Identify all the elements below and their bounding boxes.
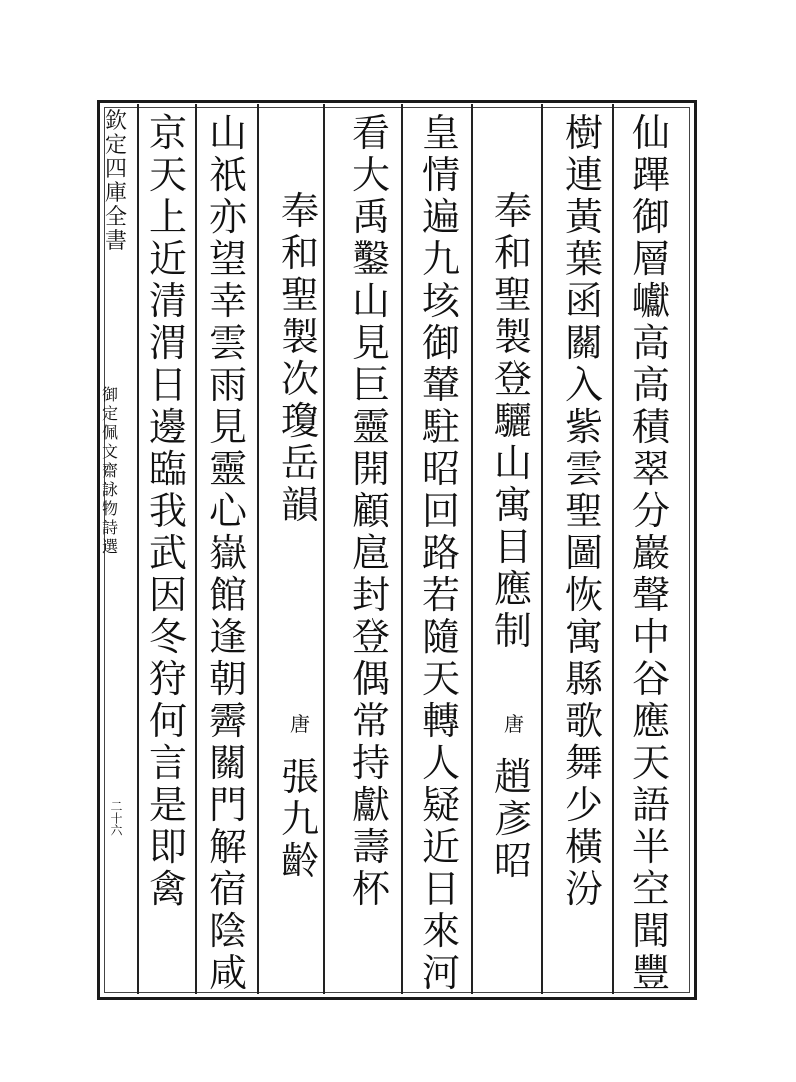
glyph: 岳 [280, 441, 319, 485]
author-name-1 [485, 756, 541, 882]
glyph: 張 [280, 755, 319, 799]
glyph: 偶 [351, 657, 390, 701]
glyph: 恢 [564, 573, 603, 617]
glyph: 入 [564, 363, 603, 407]
glyph: 四 [104, 157, 127, 182]
glyph: 輦 [421, 363, 460, 407]
glyph: 京 [148, 111, 187, 155]
glyph: 鑿 [351, 237, 390, 281]
glyph: 縣 [564, 657, 603, 701]
poem-line-5 [200, 112, 256, 994]
glyph: 垓 [421, 279, 460, 323]
glyph: 看 [351, 111, 390, 155]
glyph: 高 [631, 321, 670, 365]
glyph: 館 [208, 573, 247, 617]
glyph: 天 [148, 153, 187, 197]
glyph: 疑 [421, 783, 460, 827]
glyph: 次 [280, 357, 319, 401]
glyph: 定 [104, 133, 127, 158]
glyph: 昭 [493, 839, 532, 883]
glyph: 目 [493, 525, 532, 569]
banner-title [104, 110, 128, 254]
glyph: 禹 [351, 195, 390, 239]
glyph: 心 [208, 489, 247, 533]
glyph: 見 [351, 321, 390, 365]
glyph: 靈 [351, 405, 390, 449]
glyph: 天 [421, 657, 460, 701]
poem-line-3 [413, 112, 469, 994]
glyph: 橫 [564, 825, 603, 869]
glyph: 制 [493, 609, 532, 653]
glyph: 獻 [351, 783, 390, 827]
glyph: 御 [101, 385, 118, 404]
glyph: 應 [493, 567, 532, 611]
glyph: 山 [351, 279, 390, 323]
glyph: 壽 [351, 825, 390, 869]
glyph: 情 [421, 153, 460, 197]
glyph: 清 [148, 279, 187, 323]
glyph: 見 [208, 405, 247, 449]
glyph: 邊 [148, 405, 187, 449]
author-name-2 [272, 756, 328, 882]
glyph: 層 [631, 237, 670, 281]
glyph: 欽 [104, 109, 127, 134]
glyph: 雲 [564, 447, 603, 491]
glyph: 樹 [564, 111, 603, 155]
glyph: 製 [493, 315, 532, 359]
glyph: 奉 [280, 189, 319, 233]
glyph: 逢 [208, 615, 247, 659]
glyph: 嶽 [208, 531, 247, 575]
glyph: 是 [148, 783, 187, 827]
glyph: 九 [280, 797, 319, 841]
glyph: 登 [351, 615, 390, 659]
glyph: 來 [421, 909, 460, 953]
glyph: 趙 [493, 755, 532, 799]
book-title [100, 385, 120, 556]
glyph: 昭 [421, 447, 460, 491]
glyph: 臨 [148, 447, 187, 491]
glyph: 路 [421, 531, 460, 575]
glyph: 少 [564, 783, 603, 827]
glyph: 我 [148, 489, 187, 533]
page-number: 二十六 [109, 800, 123, 836]
glyph: 大 [351, 153, 390, 197]
glyph: 封 [351, 573, 390, 617]
glyph: 聞 [631, 909, 670, 953]
glyph: 製 [280, 315, 319, 359]
glyph: 日 [148, 363, 187, 407]
glyph: 何 [148, 699, 187, 743]
glyph: 解 [208, 825, 247, 869]
glyph: 雨 [208, 363, 247, 407]
glyph: 扈 [351, 531, 390, 575]
glyph: 詠 [101, 480, 118, 499]
glyph: 開 [351, 447, 390, 491]
glyph: 關 [564, 321, 603, 365]
glyph: 日 [421, 867, 460, 911]
glyph: 山 [493, 441, 532, 485]
glyph: 庫 [104, 181, 127, 206]
glyph: 宿 [208, 867, 247, 911]
poem-line-2 [556, 112, 612, 910]
glyph: 狩 [148, 657, 187, 701]
glyph: 葉 [564, 237, 603, 281]
glyph: 分 [631, 489, 670, 533]
glyph: 空 [631, 867, 670, 911]
glyph: 靈 [208, 447, 247, 491]
glyph: 汾 [564, 867, 603, 911]
glyph: 天 [631, 741, 670, 785]
glyph: 寓 [564, 615, 603, 659]
glyph: 御 [631, 195, 670, 239]
glyph: 翠 [631, 447, 670, 491]
glyph: 持 [351, 741, 390, 785]
glyph: 祇 [208, 153, 247, 197]
glyph: 咸 [208, 951, 247, 995]
glyph: 人 [421, 741, 460, 785]
glyph: 中 [631, 615, 670, 659]
glyph: 半 [631, 825, 670, 869]
glyph: 語 [631, 783, 670, 827]
glyph: 聖 [564, 489, 603, 533]
glyph: 巨 [351, 363, 390, 407]
glyph: 亦 [208, 195, 247, 239]
glyph: 和 [280, 231, 319, 275]
glyph: 渭 [148, 321, 187, 365]
glyph: 雲 [208, 321, 247, 365]
glyph: 豐 [631, 951, 670, 995]
glyph: 函 [564, 279, 603, 323]
glyph: 常 [351, 699, 390, 743]
glyph: 應 [631, 699, 670, 743]
glyph: 御 [421, 321, 460, 365]
glyph: 巘 [631, 279, 670, 323]
glyph: 近 [421, 825, 460, 869]
glyph: 歌 [564, 699, 603, 743]
glyph: 九 [421, 237, 460, 281]
glyph: 皇 [421, 111, 460, 155]
glyph: 佩 [101, 423, 118, 442]
glyph: 關 [208, 741, 247, 785]
glyph: 仙 [631, 111, 670, 155]
glyph: 蹕 [631, 153, 670, 197]
glyph: 顧 [351, 489, 390, 533]
glyph: 上 [148, 195, 187, 239]
poem-title-2 [272, 190, 328, 526]
poem-title-1 [485, 190, 541, 652]
glyph: 唐 [290, 712, 310, 736]
glyph: 陰 [208, 909, 247, 953]
glyph: 積 [631, 405, 670, 449]
glyph: 齋 [101, 461, 118, 480]
glyph: 山 [208, 111, 247, 155]
glyph: 連 [564, 153, 603, 197]
glyph: 幸 [208, 279, 247, 323]
glyph: 登 [493, 357, 532, 401]
glyph: 寓 [493, 483, 532, 527]
glyph: 彥 [493, 797, 532, 841]
glyph: 若 [421, 573, 460, 617]
glyph: 朝 [208, 657, 247, 701]
glyph: 遍 [421, 195, 460, 239]
glyph: 駐 [421, 405, 460, 449]
glyph: 驪 [493, 399, 532, 443]
glyph: 回 [421, 489, 460, 533]
glyph: 武 [148, 531, 187, 575]
glyph: 聖 [493, 273, 532, 317]
glyph: 聖 [280, 273, 319, 317]
author-dynasty-1 [494, 712, 534, 736]
glyph: 韻 [280, 483, 319, 527]
glyph: 門 [208, 783, 247, 827]
glyph: 即 [148, 825, 187, 869]
glyph: 望 [208, 237, 247, 281]
glyph: 霽 [208, 699, 247, 743]
glyph: 和 [493, 231, 532, 275]
glyph: 轉 [421, 699, 460, 743]
glyph: 因 [148, 573, 187, 617]
glyph: 齡 [280, 839, 319, 883]
glyph: 定 [101, 404, 118, 423]
glyph: 言 [148, 741, 187, 785]
glyph: 全 [104, 205, 127, 230]
glyph: 紫 [564, 405, 603, 449]
poem-line-4 [343, 112, 399, 910]
glyph: 唐 [504, 712, 524, 736]
glyph: 杯 [351, 867, 390, 911]
glyph: 圖 [564, 531, 603, 575]
glyph: 谷 [631, 657, 670, 701]
glyph: 聲 [631, 573, 670, 617]
glyph: 巖 [631, 531, 670, 575]
poem-line-6 [140, 112, 196, 910]
glyph: 冬 [148, 615, 187, 659]
glyph: 河 [421, 951, 460, 995]
glyph: 高 [631, 363, 670, 407]
glyph: 黃 [564, 195, 603, 239]
glyph: 舞 [564, 741, 603, 785]
glyph: 奉 [493, 189, 532, 233]
poem-line-1 [623, 112, 679, 994]
author-dynasty-2 [280, 712, 320, 736]
glyph: 瓊 [280, 399, 319, 443]
glyph: 選 [101, 537, 118, 556]
glyph: 近 [148, 237, 187, 281]
glyph: 禽 [148, 867, 187, 911]
glyph: 物 [101, 499, 118, 518]
glyph: 詩 [101, 518, 118, 537]
glyph: 文 [101, 442, 118, 461]
glyph: 書 [104, 229, 127, 254]
glyph: 隨 [421, 615, 460, 659]
